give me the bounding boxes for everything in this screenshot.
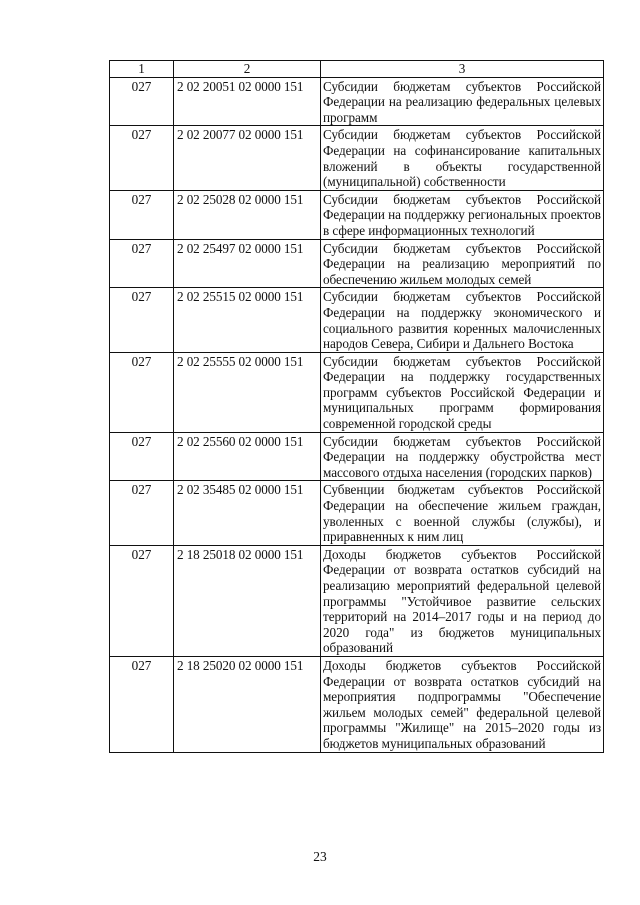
kbk-code-cell: 2 02 20051 02 0000 151 xyxy=(174,77,321,126)
kbk-code-cell: 2 18 25020 02 0000 151 xyxy=(174,656,321,752)
description-cell: Субсидии бюджетам субъектов Российской Федерации на реализацию федеральных целевых программ xyxy=(321,77,604,126)
table-header xyxy=(110,61,604,78)
table-row xyxy=(110,77,604,126)
description-cell: Субвенции бюджетам субъектов Российской Федерации на обеспечение жильем граждан, уволенных с военной службы (службы), и приравненных к ним лиц xyxy=(321,481,604,545)
column-3-header: 3 xyxy=(321,61,604,78)
admin-code-cell: 027 xyxy=(110,352,174,432)
kbk-code-cell: 2 02 20077 02 0000 151 xyxy=(174,126,321,190)
admin-code-cell: 027 xyxy=(110,545,174,656)
admin-code-cell: 027 xyxy=(110,288,174,352)
kbk-code-cell: 2 02 25028 02 0000 151 xyxy=(174,190,321,239)
table-row xyxy=(110,545,604,656)
admin-code-cell: 027 xyxy=(110,432,174,481)
page-number: 23 xyxy=(313,849,327,864)
kbk-code-cell: 2 18 25018 02 0000 151 xyxy=(174,545,321,656)
kbk-code-cell: 2 02 35485 02 0000 151 xyxy=(174,481,321,545)
description-cell: Доходы бюджетов субъектов Российской Федерации от возврата остатков субсидий на мероприятия подпрограммы "Обеспечение жильем молодых семей" федеральной целевой программы "Жилище" на 2015–2020 годы из бюджетов муниципальных образований xyxy=(321,656,604,752)
table-row xyxy=(110,656,604,752)
column-1-header: 1 xyxy=(110,61,174,78)
table-row xyxy=(110,352,604,432)
header-row xyxy=(110,61,604,78)
description-cell: Доходы бюджетов субъектов Российской Федерации от возврата остатков субсидий на реализацию мероприятий федеральной целевой программы "Устойчивое развитие сельских территорий на 2014–2017 годы и на период до 2020 года" из бюджетов муниципальных образований xyxy=(321,545,604,656)
admin-code-cell: 027 xyxy=(110,481,174,545)
table-row xyxy=(110,432,604,481)
column-2-header: 2 xyxy=(174,61,321,78)
admin-code-cell: 027 xyxy=(110,77,174,126)
description-cell: Субсидии бюджетам субъектов Российской Федерации на софинансирование капитальных вложений в объекты государственной (муниципальной) собственности xyxy=(321,126,604,190)
table-row xyxy=(110,481,604,545)
table-row xyxy=(110,126,604,190)
kbk-code-cell: 2 02 25555 02 0000 151 xyxy=(174,352,321,432)
table-row xyxy=(110,239,604,288)
kbk-code-cell: 2 02 25497 02 0000 151 xyxy=(174,239,321,288)
budget-classification-table xyxy=(109,60,604,753)
admin-code-cell: 027 xyxy=(110,656,174,752)
description-cell: Субсидии бюджетам субъектов Российской Федерации на поддержку экономического и социального развития коренных малочисленных народов Севера, Сибири и Дальнего Востока xyxy=(321,288,604,352)
table-body xyxy=(110,77,604,752)
table-row xyxy=(110,288,604,352)
description-cell: Субсидии бюджетам субъектов Российской Федерации на поддержку региональных проектов в сфере информационных технологий xyxy=(321,190,604,239)
kbk-code-cell: 2 02 25560 02 0000 151 xyxy=(174,432,321,481)
admin-code-cell: 027 xyxy=(110,126,174,190)
description-cell: Субсидии бюджетам субъектов Российской Федерации на поддержку обустройства мест массового отдыха населения (городских парков) xyxy=(321,432,604,481)
admin-code-cell: 027 xyxy=(110,239,174,288)
table-row xyxy=(110,190,604,239)
description-cell: Субсидии бюджетам субъектов Российской Федерации на реализацию мероприятий по обеспечению жильем молодых семей xyxy=(321,239,604,288)
admin-code-cell: 027 xyxy=(110,190,174,239)
description-cell: Субсидии бюджетам субъектов Российской Федерации на поддержку государственных программ субъектов Российской Федерации и муниципальных программ формирования современной городской среды xyxy=(321,352,604,432)
kbk-code-cell: 2 02 25515 02 0000 151 xyxy=(174,288,321,352)
